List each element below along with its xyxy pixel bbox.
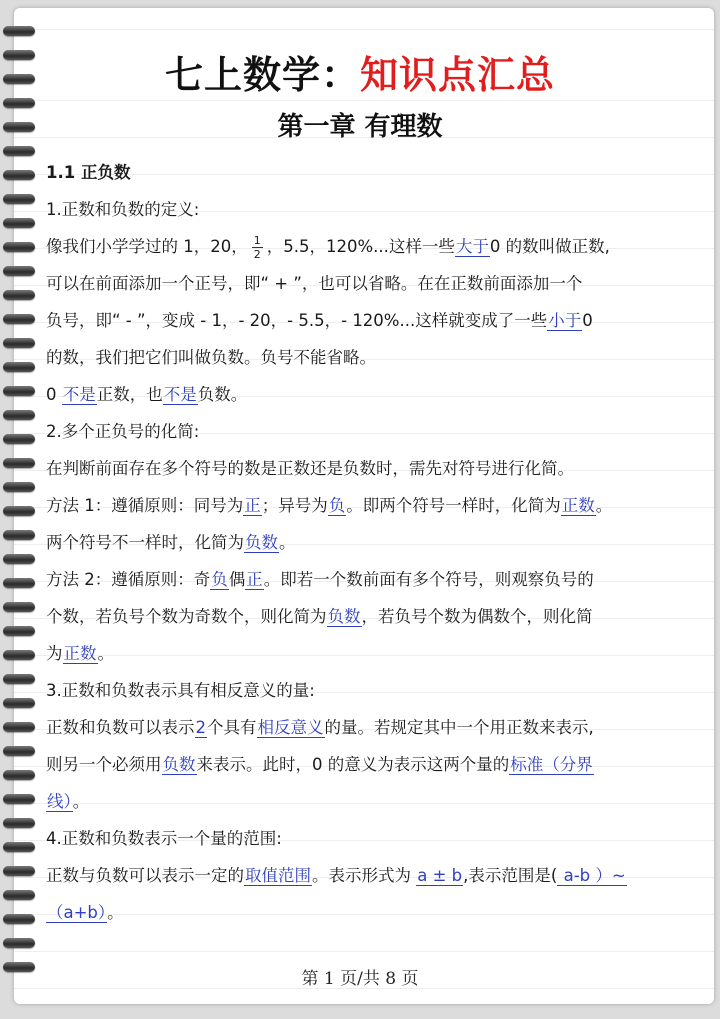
key-term: 大于 [455,237,489,256]
key-term: （a+b） [47,903,107,922]
binding-ring [3,770,35,780]
binding-ring [3,746,35,756]
text: 的量。若规定其中一个用正数来表示, [324,718,594,737]
text: 方法 2：遵循原则：奇 [46,570,211,589]
key-term: 不是 [62,385,96,404]
point-4-heading: 4.正数和负数表示一个量的范围: [46,829,282,848]
binding-ring [3,818,35,828]
binding-ring [3,194,35,204]
page-number: 第 1 页/共 8 页 [301,969,419,989]
binding-ring [3,458,35,468]
key-term: a ± b [417,866,463,885]
key-term: 正数 [561,496,595,515]
point-2-line-5 [46,598,696,635]
key-term: 负 [328,496,346,515]
text: 两个符号不一样时，化简为 [46,533,244,552]
binding-ring [3,938,35,948]
binding-ring [3,602,35,612]
binding-ring [3,698,35,708]
fraction [252,234,263,261]
binding-ring [3,290,35,300]
key-term: 取值范围 [245,866,311,885]
binding-ring [3,674,35,684]
key-term: 负 [211,570,228,589]
binding-ring [3,146,35,156]
key-term: 标准（分界 [510,755,593,774]
text: 。即两个符号一样时，化简为 [346,496,561,515]
binding-ring [3,434,35,444]
text: 为 [46,644,63,663]
key-term: 线） [47,792,72,811]
text: 。 [107,903,124,922]
text: 。 [72,792,90,811]
text: 像我们小学学过的 1，20， [46,237,248,256]
point-1-line-5 [46,376,696,413]
text: 。 [97,644,114,663]
point-2-line-3 [46,524,696,561]
text: 正数和负数可以表示 [46,718,195,737]
point-2-line-1: 在判断前面存在多个符号的数是正数还是负数时，需先对符号进行化简。 [46,459,574,478]
binding-ring [3,26,35,36]
point-2-heading: 2.多个正负号的化简: [46,422,200,441]
binding-ring [3,170,35,180]
key-term: 不是 [163,385,197,404]
notes-content [46,154,696,931]
point-3-heading: 3.正数和负数表示具有相反意义的量: [46,681,315,700]
fraction-numerator: 1 [253,234,261,247]
binding-ring [3,314,35,324]
spiral-binding [0,26,36,986]
point-2-line-4 [46,561,696,598]
key-term: 小于 [548,311,582,330]
binding-ring [3,890,35,900]
key-term: 2 [195,718,206,737]
text: ,表示范围是( [463,866,558,885]
binding-ring [3,266,35,276]
key-term: a-b ）~ [558,866,626,885]
text: ；异号为 [261,496,328,515]
text: 。表示形式为 [312,866,417,885]
binding-ring [3,362,35,372]
point-1-line-2: 可以在前面添加一个正号，即“ + ”，也可以省略。在在正数前面添加一个 [46,274,583,293]
binding-ring [3,842,35,852]
binding-ring [3,338,35,348]
point-2-line-6 [46,635,696,672]
binding-ring [3,386,35,396]
text: ，若负号个数为偶数个，则化简 [361,607,593,626]
text: 方法 1：遵循原则：同号为 [46,496,244,515]
text: ，5.5，120%...这样一些 [266,237,455,256]
point-1-line-1 [46,228,696,265]
binding-ring [3,578,35,588]
text: 。即若一个数前面有多个符号，则观察负号的 [263,570,594,589]
text: 正数，也 [96,385,163,404]
point-4-line-1 [46,857,696,894]
text: 正数与负数可以表示一定的 [46,866,244,885]
fraction-denominator: 2 [253,248,261,261]
binding-ring [3,722,35,732]
text: 0 [46,385,62,404]
text: 个具有 [207,718,257,737]
binding-ring [3,506,35,516]
text: 则另一个必须用 [46,755,162,774]
title-main: 七上数学： [164,53,360,97]
binding-ring [3,530,35,540]
point-2-line-2 [46,487,696,524]
text: 来表示。此时，0 的意义为表示这两个量的 [196,755,510,774]
text: 0 [582,311,593,330]
binding-ring [3,218,35,228]
key-term: 正 [244,496,261,515]
point-3-line-2 [46,746,696,783]
title-highlight: 知识点汇总 [360,53,556,97]
text: 负号，即“ - ”，变成 - 1，- 20，- 5.5，- 120%...这样就变成了一些 [46,311,548,330]
binding-ring [3,626,35,636]
text: 个数，若负号个数为奇数个，则化简为 [46,607,327,626]
binding-ring [3,650,35,660]
binding-ring [3,866,35,876]
binding-ring [3,554,35,564]
binding-ring [3,914,35,924]
binding-ring [3,482,35,492]
key-term: 负数 [245,533,278,552]
key-term: 负数 [327,607,361,626]
key-term: 相反意义 [257,718,324,737]
text: 。 [279,533,296,552]
section-heading: 1.1 正负数 [46,163,131,182]
point-1-line-3 [46,302,696,339]
binding-ring [3,794,35,804]
chapter-title: 第一章 有理数 [277,112,443,142]
point-1-heading: 1.正数和负数的定义: [46,200,200,219]
page-title [0,44,720,99]
point-3-line-1 [46,709,696,746]
text: 偶 [228,570,246,589]
binding-ring [3,410,35,420]
key-term: 正数 [63,644,97,663]
binding-ring [3,242,35,252]
text: 0 的数叫做正数, [489,237,610,256]
text: 负数。 [197,385,248,404]
point-1-line-4: 的数，我们把它们叫做负数。负号不能省略。 [46,348,376,367]
point-3-line-3 [46,783,696,820]
point-4-line-2 [46,894,696,931]
key-term: 负数 [162,755,196,774]
text: 。 [595,496,613,515]
key-term: 正 [246,570,263,589]
